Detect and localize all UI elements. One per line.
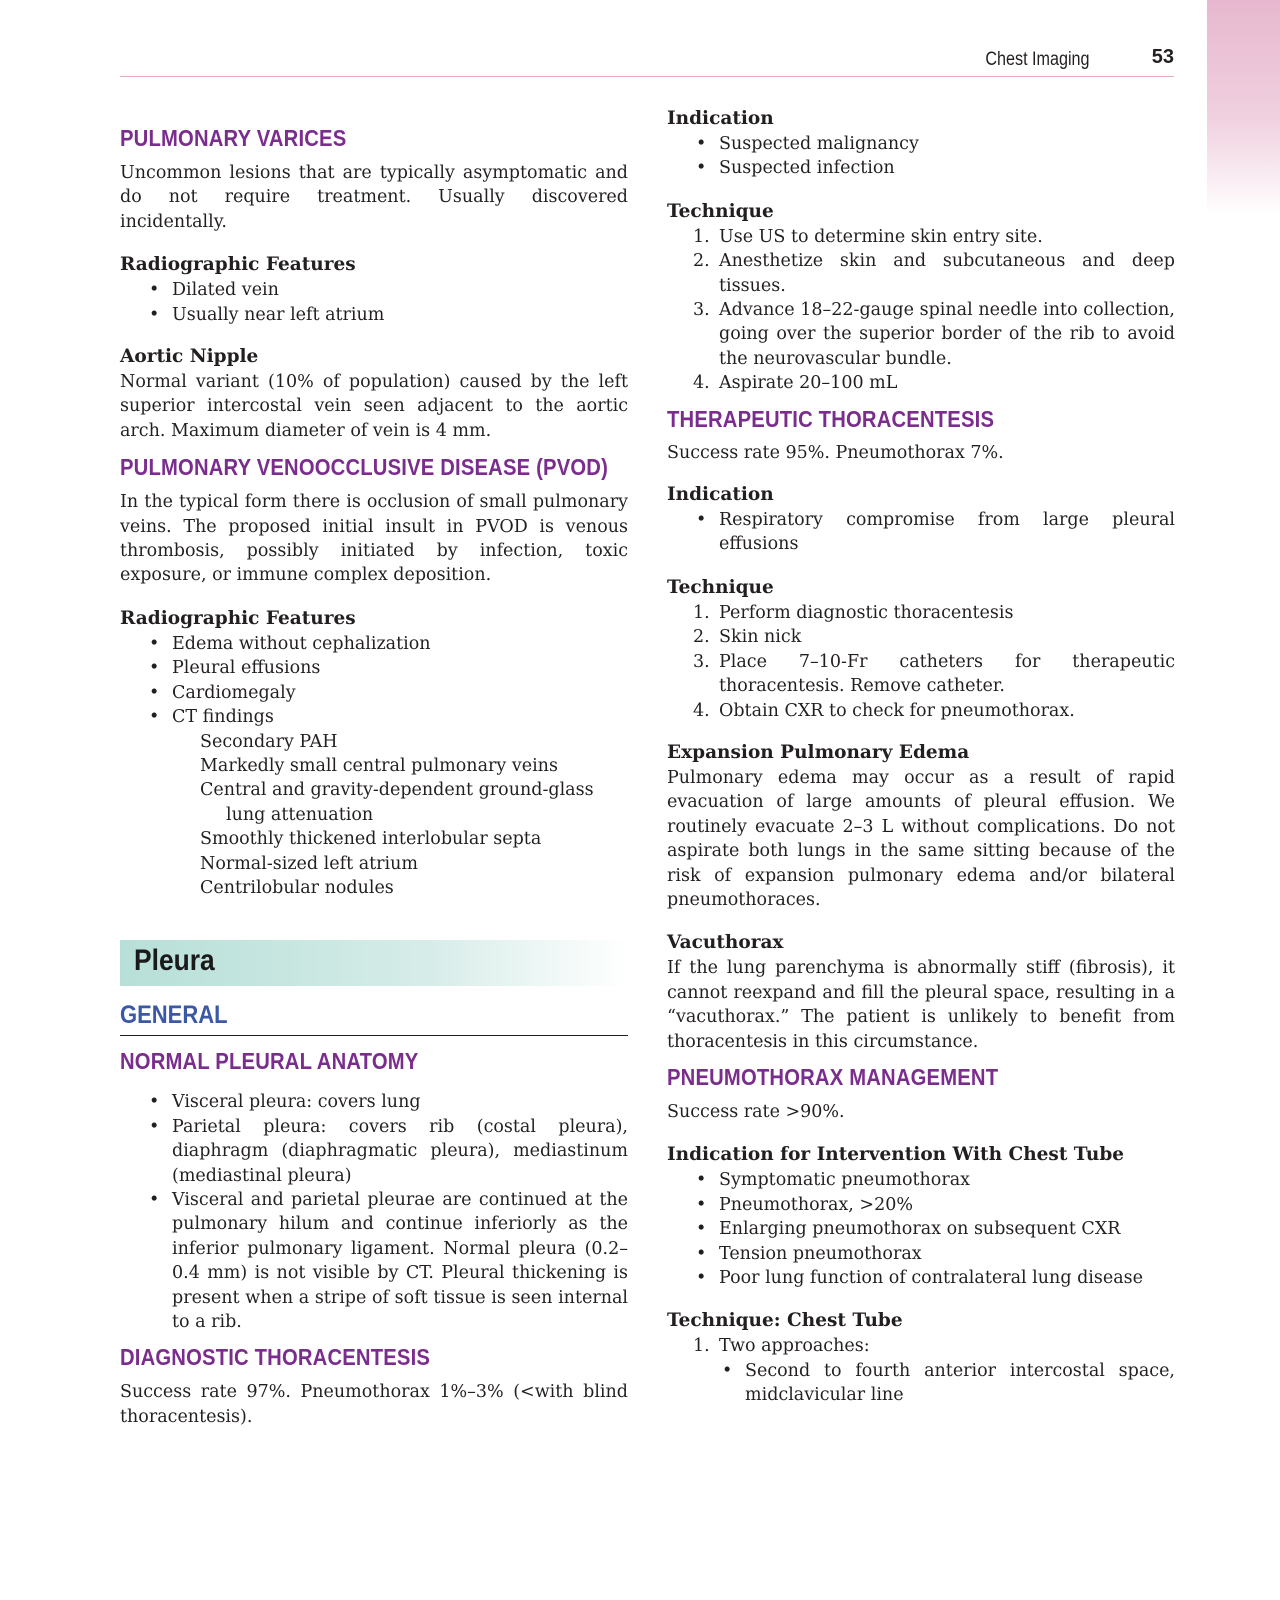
list-item: 1. Two approaches:	[693, 1336, 870, 1357]
list-item: • Parietal pleura: covers rib (costal pleura), diaphragm (diaphragmatic pleura), mediastinum (mediastinal pleura)	[120, 1115, 628, 1188]
section-title-normal-pleural-anatomy: NORMAL PLEURAL ANATOMY	[120, 1048, 419, 1075]
list-item: • Enlarging pneumothorax on subsequent CXR	[667, 1217, 1175, 1241]
subheading-radiographic-features: Radiographic Features	[120, 607, 356, 629]
banner-title: Pleura	[134, 944, 215, 978]
list-item-text: Use US to determine skin entry site.	[719, 226, 1043, 247]
chapter-banner-pleura	[120, 940, 628, 986]
pneumothorax-paragraph: Success rate >90%.	[667, 1101, 845, 1122]
list-item: 2. Skin nick	[693, 627, 802, 648]
list-item: • Suspected infection	[667, 156, 1175, 180]
list-item: 3. Place 7–10-Fr catheters for therapeutic thoracentesis. Remove catheter.	[693, 651, 1175, 697]
page-corner-tab	[1207, 0, 1280, 215]
general-title-text: GENERAL	[120, 1001, 228, 1030]
page-number: 53	[1151, 46, 1174, 68]
therapeutic-paragraph: Success rate 95%. Pneumothorax 7%.	[667, 442, 1004, 463]
subheading-vacuthorax: Vacuthorax	[667, 932, 784, 954]
list-item: 2. Anesthetize skin and subcutaneous and deep tissues.	[693, 251, 1175, 296]
subheading-indication: Indication	[667, 484, 774, 506]
subheading-technique: Technique	[667, 200, 774, 222]
list-item-text: Place 7–10-Fr catheters for therapeutic thoracentesis. Remove catheter.	[719, 651, 1175, 697]
subheading-radiographic-features: Radiographic Features	[120, 254, 356, 276]
expansion-paragraph: Pulmonary edema may occur as a result of rapid evacuation of large amounts of pleural effusion. We routinely evacuate 2–3 L without complications. Do not aspirate both lungs in the same sitting because of the risk of expansion pulmonary edema and/or bilateral pneumothoraces.	[667, 767, 1175, 910]
section-title-pvod: PULMONARY VENOOCCLUSIVE DISEASE (PVOD)	[120, 454, 609, 481]
indication-list	[667, 508, 1175, 557]
list-item	[120, 778, 628, 827]
list-item: • Symptomatic pneumothorax	[667, 1168, 1175, 1192]
list-item: 4. Aspirate 20–100 mL	[693, 373, 898, 394]
list-item: • CT findings	[120, 705, 628, 729]
list-item: • Second to fourth anterior intercostal space, midclavicular line	[693, 1359, 1175, 1408]
list-item-text: Two approaches:	[719, 1336, 870, 1357]
vacuthorax-paragraph: If the lung parenchyma is abnormally stiff (fibrosis), it cannot reexpand and fill the pleural space, resulting in a “vacuthorax.” The patient is unlikely to benefit from thoracentesis in this circumstance.	[667, 958, 1175, 1052]
pvod-paragraph: In the typical form there is occlusion of small pulmonary veins. The proposed initial insult in PVOD is venous thrombosis, possibly initiated by infection, toxic exposure, or immune complex deposition.	[120, 492, 628, 586]
list-item: Markedly small central pulmonary veins	[200, 755, 558, 776]
pvod-feature-list	[120, 632, 628, 730]
list-item: • Edema without cephalization	[120, 632, 628, 656]
list-item-text: Anesthetize skin and subcutaneous and deep tissues.	[719, 251, 1175, 296]
left-column	[120, 106, 628, 1429]
list-item: • Dilated vein	[120, 278, 628, 302]
list-item: • Tension pneumothorax	[667, 1242, 1175, 1266]
list-item: • Poor lung function of contralateral lung disease	[667, 1266, 1175, 1290]
list-item: 3. Advance 18–22-gauge spinal needle into collection, going over the superior border of the rib to avoid the neurovascular bundle.	[693, 300, 1175, 369]
technique-list	[667, 225, 1175, 396]
subheading-indication: Indication	[667, 108, 774, 129]
section-title-pneumothorax-management: PNEUMOTHORAX MANAGEMENT	[667, 1063, 999, 1090]
list-item-text: Obtain CXR to check for pneumothorax.	[719, 700, 1075, 721]
varices-paragraph: Uncommon lesions that are typically asymptomatic and do not require treatment. Usually discovered incidentally.	[120, 163, 628, 232]
indication-list	[667, 132, 1175, 181]
list-item-text: Perform diagnostic thoracentesis	[719, 602, 1014, 623]
right-column	[667, 106, 1175, 1408]
running-title: Chest Imaging	[985, 49, 1090, 70]
diagnostic-paragraph: Success rate 97%. Pneumothorax 1%–3% (<with blind thoracentesis).	[120, 1382, 628, 1427]
list-item: 1. Perform diagnostic thoracentesis	[693, 602, 1014, 623]
list-item: Centrilobular nodules	[200, 877, 394, 898]
varices-feature-list	[120, 278, 628, 327]
list-item: • Visceral and parietal pleurae are continued at the pulmonary hilum and continue inferiorly as the inferior pulmonary ligament. Normal pleura (0.2–0.4 mm) is not visible by CT. Pleural thickening is present when a stripe of soft tissue is seen internal to a rib.	[120, 1188, 628, 1334]
list-item: • Cardiomegaly	[120, 681, 628, 705]
list-item: Smoothly thickened interlobular septa	[200, 829, 542, 850]
approach-list	[693, 1359, 1175, 1408]
list-item-text: Central and gravity-dependent ground-glass lung attenuation	[200, 780, 594, 825]
section-title-therapeutic-thoracentesis: THERAPEUTIC THORACENTESIS	[667, 405, 995, 432]
list-item-text: Aspirate 20–100 mL	[719, 373, 898, 394]
list-item-text: Advance 18–22-gauge spinal needle into collection, going over the superior border of the rib to avoid the neurovascular bundle.	[719, 300, 1175, 369]
technique-list	[667, 601, 1175, 723]
list-item: • Respiratory compromise from large pleural effusions	[667, 508, 1175, 557]
section-title-general	[120, 998, 628, 1036]
subheading-chest-tube-indication: Indication for Intervention With Chest Tube	[667, 1144, 1125, 1166]
subheading-technique: Technique	[667, 576, 774, 598]
subheading-chest-tube-technique: Technique: Chest Tube	[667, 1310, 903, 1332]
section-title-pulmonary-varices: PULMONARY VARICES	[120, 125, 347, 151]
list-item: Secondary PAH	[200, 731, 338, 752]
list-item: • Visceral pleura: covers lung	[120, 1090, 628, 1114]
running-header	[120, 46, 1174, 77]
aortic-nipple-paragraph: Normal variant (10% of population) caused by the left superior intercostal vein seen adjacent to the aortic arch. Maximum diameter of vein is 4 mm.	[120, 372, 628, 441]
list-item: Normal-sized left atrium	[200, 853, 418, 874]
anatomy-list	[120, 1090, 628, 1334]
list-item: • Suspected malignancy	[667, 132, 1175, 156]
list-item: 1. Use US to determine skin entry site.	[693, 226, 1043, 247]
chest-tube-technique-list	[667, 1334, 1175, 1358]
chest-tube-indication-list	[667, 1168, 1175, 1290]
list-item-text: Skin nick	[719, 627, 802, 648]
list-item: 4. Obtain CXR to check for pneumothorax.	[693, 700, 1075, 721]
ct-findings-list	[120, 730, 628, 901]
list-item: • Pleural effusions	[120, 656, 628, 680]
section-title-diagnostic-thoracentesis: DIAGNOSTIC THORACENTESIS	[120, 1344, 431, 1371]
list-item: • Usually near left atrium	[120, 303, 628, 327]
subheading-expansion-pulmonary-edema: Expansion Pulmonary Edema	[667, 741, 970, 763]
list-item: • Pneumothorax, >20%	[667, 1193, 1175, 1217]
subheading-aortic-nipple: Aortic Nipple	[120, 346, 259, 368]
